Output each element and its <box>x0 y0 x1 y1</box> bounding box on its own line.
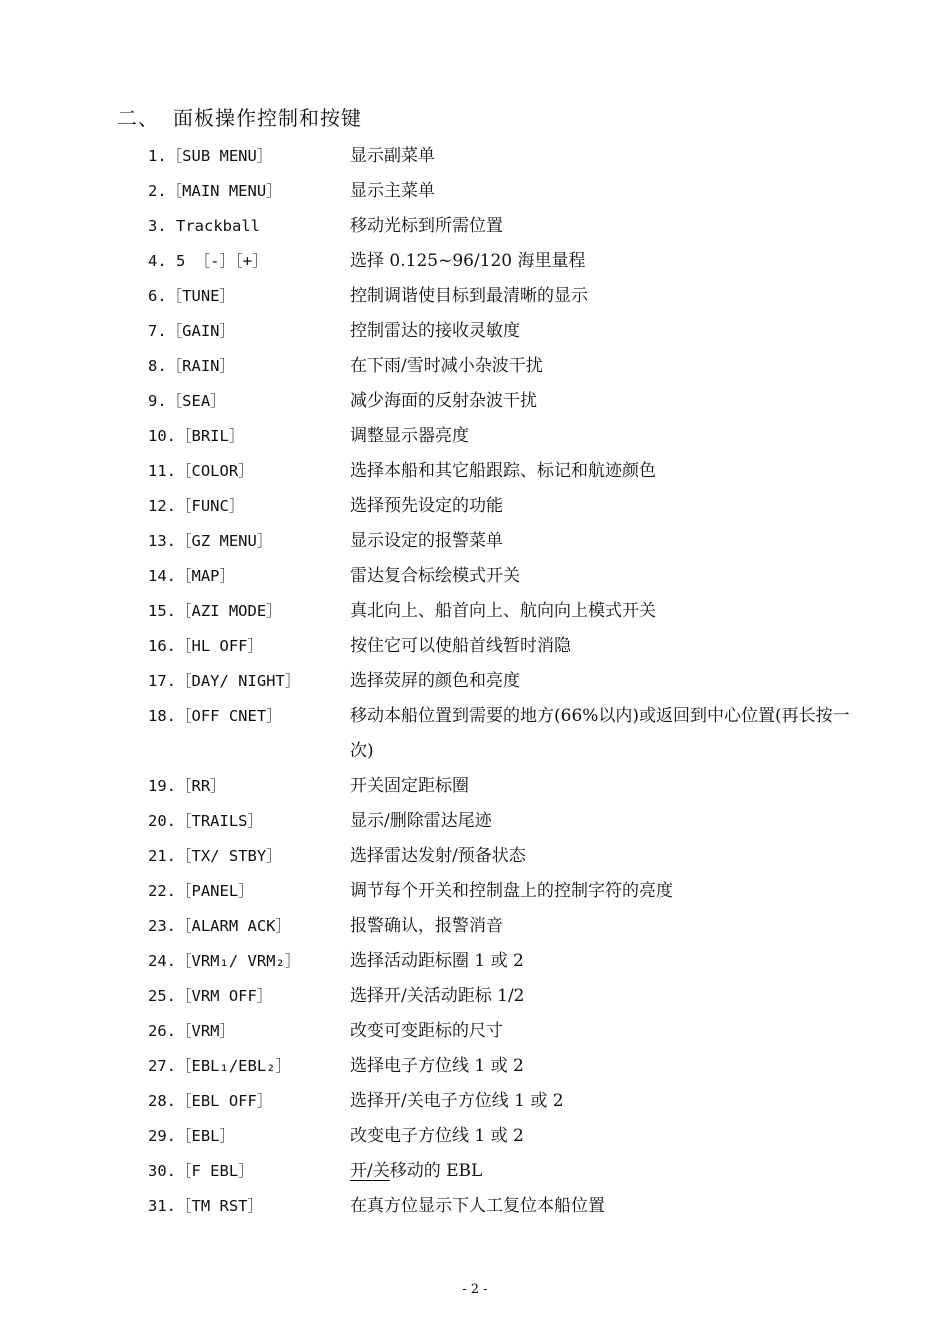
item-desc: 雷达复合标绘模式开关 <box>350 566 520 586</box>
item-key: 15.［AZI MODE］ <box>148 602 282 620</box>
list-item <box>148 314 858 349</box>
item-desc: 显示设定的报警菜单 <box>350 531 503 551</box>
item-key: 17.［DAY/ NIGHT］ <box>148 672 301 690</box>
list-item <box>148 454 858 489</box>
item-desc: 移动光标到所需位置 <box>350 216 503 236</box>
item-desc: 选择 0.125~96/120 海里量程 <box>350 251 586 271</box>
item-desc: 改变电子方位线 1 或 2 <box>350 1126 524 1146</box>
item-key: 24.［VRM₁/ VRM₂］ <box>148 952 301 970</box>
list-item <box>148 279 858 314</box>
section-title: 面板操作控制和按键 <box>173 106 362 130</box>
list-item <box>148 1154 858 1189</box>
list-item <box>148 1084 858 1119</box>
item-key: 9.［SEA］ <box>148 392 226 410</box>
list-item <box>148 419 858 454</box>
item-desc: 在真方位显示下人工复位本船位置 <box>350 1196 605 1216</box>
list-item <box>148 244 858 279</box>
list-item <box>148 384 858 419</box>
item-desc: 真北向上、船首向上、航向向上模式开关 <box>350 601 656 621</box>
item-key: 28.［EBL OFF］ <box>148 1092 273 1110</box>
item-desc: 报警确认，报警消音 <box>350 916 503 936</box>
list-item <box>148 629 858 664</box>
item-desc: 移动本船位置到需要的地方(66%以内)或返回到中心位置(再长按一次) <box>350 706 850 761</box>
list-item <box>148 1189 858 1224</box>
item-desc: 选择开/关电子方位线 1 或 2 <box>350 1091 564 1111</box>
item-key: 25.［VRM OFF］ <box>148 987 273 1005</box>
item-desc: 显示副菜单 <box>350 146 435 166</box>
item-key: 30.［F EBL］ <box>148 1162 254 1180</box>
item-key: 20.［TRAILS］ <box>148 812 263 830</box>
list-item <box>148 349 858 384</box>
list-item <box>148 1119 858 1154</box>
item-key: 14.［MAP］ <box>148 567 235 585</box>
item-key: 6.［TUNE］ <box>148 287 235 305</box>
list-item <box>148 559 858 594</box>
item-key: 29.［EBL］ <box>148 1127 235 1145</box>
item-desc: 按住它可以使船首线暂时消隐 <box>350 636 571 656</box>
item-key: 31.［TM RST］ <box>148 1197 263 1215</box>
list-item <box>148 1014 858 1049</box>
list-item <box>148 174 858 209</box>
item-key: 26.［VRM］ <box>148 1022 235 1040</box>
item-key: 1.［SUB MENU］ <box>148 147 273 165</box>
list-item <box>148 699 858 769</box>
item-key: 19.［RR］ <box>148 777 226 795</box>
item-desc: 显示/删除雷达尾迹 <box>350 811 492 831</box>
item-desc: 选择开/关活动距标 1/2 <box>350 986 525 1006</box>
item-desc: 选择预先设定的功能 <box>350 496 503 516</box>
item-key: 16.［HL OFF］ <box>148 637 263 655</box>
item-key: 23.［ALARM ACK］ <box>148 917 291 935</box>
item-desc: 选择雷达发射/预备状态 <box>350 846 526 866</box>
item-desc: 在下雨/雪时减小杂波干扰 <box>350 356 543 376</box>
list-item <box>148 524 858 559</box>
list-item <box>148 594 858 629</box>
item-key: 7.［GAIN］ <box>148 322 235 340</box>
item-desc: 显示主菜单 <box>350 181 435 201</box>
item-key: 4. 5 ［-］［+］ <box>148 252 268 270</box>
item-desc: 选择活动距标圈 1 或 2 <box>350 951 524 971</box>
item-key: 10.［BRIL］ <box>148 427 245 445</box>
list-item <box>148 769 858 804</box>
list-item <box>148 979 858 1014</box>
list-item <box>148 664 858 699</box>
list-item <box>148 944 858 979</box>
item-desc: 选择本船和其它船跟踪、标记和航迹颜色 <box>350 461 656 481</box>
item-key: 2.［MAIN MENU］ <box>148 182 282 200</box>
item-desc: 控制调谐使目标到最清晰的显示 <box>350 286 588 306</box>
list-item <box>148 139 858 174</box>
item-desc-underlined: 开/关 <box>350 1161 390 1181</box>
section-number: 二、 <box>117 106 159 130</box>
item-desc <box>350 1154 858 1189</box>
key-list <box>148 139 858 1224</box>
list-item <box>148 874 858 909</box>
item-desc: 调节每个开关和控制盘上的控制字符的亮度 <box>350 881 673 901</box>
item-desc: 改变可变距标的尺寸 <box>350 1021 503 1041</box>
list-item <box>148 804 858 839</box>
list-item <box>148 209 858 244</box>
item-key: 21.［TX/ STBY］ <box>148 847 282 865</box>
item-desc: 控制雷达的接收灵敏度 <box>350 321 520 341</box>
item-key: 12.［FUNC］ <box>148 497 245 515</box>
item-key: 18.［OFF CNET］ <box>148 707 282 725</box>
list-item <box>148 839 858 874</box>
list-item <box>148 489 858 524</box>
item-key: 8.［RAIN］ <box>148 357 235 375</box>
section-heading <box>117 102 362 131</box>
item-key: 13.［GZ MENU］ <box>148 532 273 550</box>
item-key: 22.［PANEL］ <box>148 882 254 900</box>
item-desc: 减少海面的反射杂波干扰 <box>350 391 537 411</box>
page-number: - 2 - <box>462 1282 488 1297</box>
item-desc: 选择电子方位线 1 或 2 <box>350 1056 524 1076</box>
item-desc-rest: 移动的 EBL <box>389 1161 483 1181</box>
list-item <box>148 1049 858 1084</box>
item-key: 3. Trackball <box>148 217 260 235</box>
item-desc: 调整显示器亮度 <box>350 426 469 446</box>
item-key: 11.［COLOR］ <box>148 462 254 480</box>
list-item <box>148 909 858 944</box>
item-desc: 开关固定距标圈 <box>350 776 469 796</box>
item-key: 27.［EBL₁/EBL₂］ <box>148 1057 291 1075</box>
item-desc: 选择荧屏的颜色和亮度 <box>350 671 520 691</box>
